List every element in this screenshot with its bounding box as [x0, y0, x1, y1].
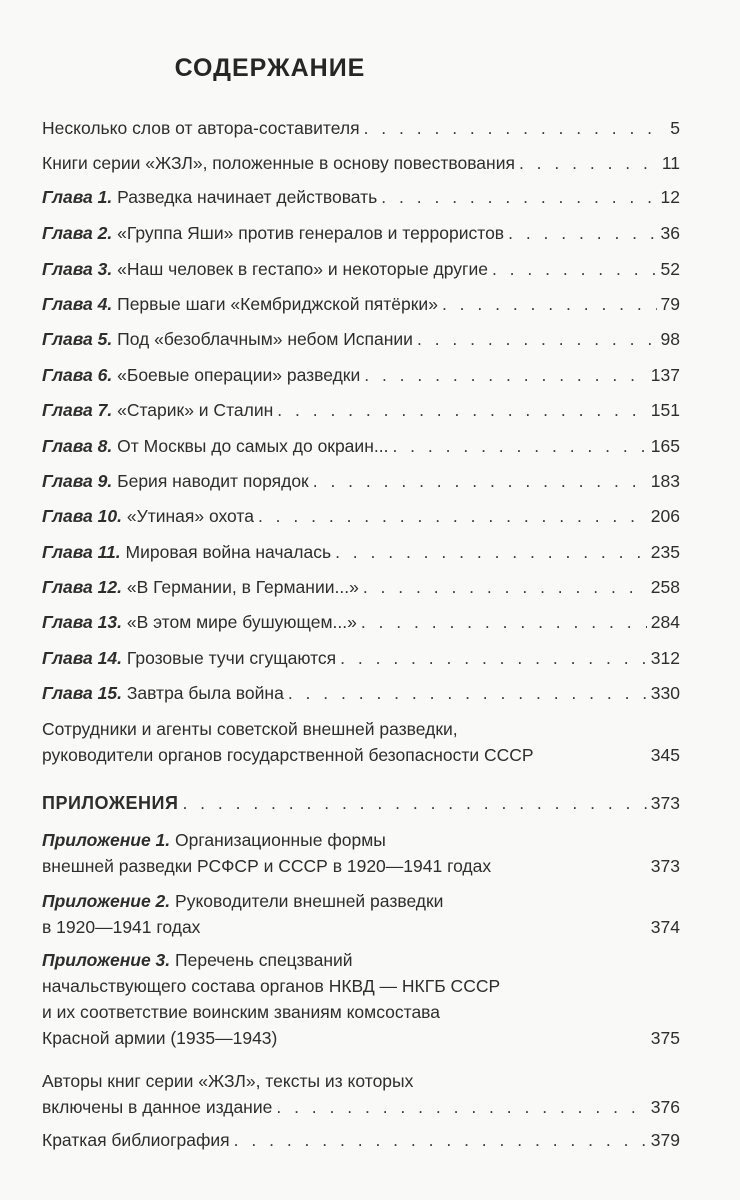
entry-title: От Москвы до самых до окраин... — [117, 436, 389, 456]
page-number: 98 — [660, 329, 680, 349]
page-number: 374 — [650, 917, 680, 937]
appendix-label: Приложение 2. — [42, 891, 171, 911]
toc-entry — [42, 115, 680, 141]
page-number: 79 — [660, 294, 680, 314]
page-number: 36 — [660, 223, 680, 243]
page-number: 206 — [650, 506, 680, 526]
toc-entry — [42, 645, 680, 671]
entry-title-line: Перечень спецзваний — [175, 950, 353, 970]
appendix-heading: ПРИЛОЖЕНИЯ — [42, 793, 179, 813]
leader-dots — [364, 115, 667, 141]
page-number: 258 — [650, 577, 680, 597]
toc-entry — [42, 220, 680, 246]
page-number: 235 — [650, 542, 680, 562]
entry-title-line: включены в данное издание — [42, 1097, 273, 1117]
chapter-label: Глава 12. — [42, 577, 122, 597]
appendix-label: Приложение 1. — [42, 830, 171, 850]
appendix-entry — [42, 947, 680, 1051]
page-number: 312 — [650, 648, 680, 668]
chapter-label: Глава 10. — [42, 506, 122, 526]
page-number: 373 — [650, 856, 680, 876]
page-title: СОДЕРЖАНИЕ — [174, 54, 366, 82]
entry-title: «В этом мире бушующем...» — [126, 612, 357, 632]
toc-entry — [42, 433, 680, 459]
entry-title: Грозовые тучи сгущаются — [126, 648, 337, 668]
toc-entry — [42, 326, 680, 352]
chapter-label: Глава 8. — [42, 436, 113, 456]
entry-title: «Утиная» охота — [126, 506, 254, 526]
page-number: 11 — [661, 153, 680, 173]
leader-dots — [234, 1127, 647, 1153]
leader-dots — [392, 433, 646, 459]
entry-title: Берия наводит порядок — [117, 471, 309, 491]
leader-dots — [313, 468, 647, 494]
entry-title-line: начальствующего состава органов НКВД — НКГБ СССР — [42, 976, 501, 996]
chapter-label: Глава 11. — [42, 542, 121, 562]
leader-dots — [335, 539, 647, 565]
toc-entry — [42, 539, 680, 565]
entry-title: Завтра была война — [126, 683, 284, 703]
chapter-label: Глава 14. — [42, 648, 122, 668]
page-number: 52 — [660, 259, 680, 279]
entry-title: «В Германии, в Германии...» — [126, 577, 359, 597]
page-number: 12 — [660, 187, 680, 207]
page-number: 284 — [650, 612, 680, 632]
entry-title-line: Сотрудники и агенты советской внешней разведки, — [42, 719, 458, 739]
page-number: 151 — [650, 400, 680, 420]
page-number: 375 — [650, 1028, 680, 1048]
toc-entry — [42, 291, 680, 317]
chapter-label: Глава 2. — [42, 223, 113, 243]
appendix-label: Приложение 3. — [42, 950, 171, 970]
entry-title: Мировая война началась — [125, 542, 332, 562]
entry-title: «Группа Яши» против генералов и террористов — [117, 223, 505, 243]
leader-dots — [258, 503, 647, 529]
leader-dots — [364, 362, 647, 388]
leader-dots — [363, 574, 647, 600]
leader-dots — [288, 680, 647, 706]
leader-dots — [361, 609, 647, 635]
toc-entry — [42, 680, 680, 706]
leader-dots — [492, 256, 657, 282]
leader-dots — [340, 645, 647, 671]
page-number: 330 — [650, 683, 680, 703]
toc-entry — [42, 184, 680, 210]
entry-title: «Боевые операции» разведки — [117, 365, 361, 385]
entry-title: Первые шаги «Кембриджской пятёрки» — [117, 294, 438, 314]
entry-title-line: Красной армии (1935—1943) — [42, 1028, 278, 1048]
leader-dots — [417, 326, 657, 352]
entry-title: Книги серии «ЖЗЛ», положенные в основу повествования — [42, 153, 515, 173]
toc-entry — [42, 574, 680, 600]
appendix-heading-row — [42, 790, 680, 816]
chapter-label: Глава 15. — [42, 683, 122, 703]
page-number: 379 — [650, 1130, 680, 1150]
toc-entry-bibliography — [42, 1127, 680, 1153]
chapter-label: Глава 1. — [42, 187, 113, 207]
page-number: 376 — [650, 1097, 680, 1117]
toc-entry-authors — [42, 1068, 680, 1120]
leader-dots — [519, 150, 658, 176]
leader-dots — [276, 1094, 646, 1120]
chapter-label: Глава 5. — [42, 329, 113, 349]
entry-title: Под «безоблачным» небом Испании — [117, 329, 413, 349]
entry-title-line: руководители органов государственной безопасности СССР — [42, 745, 534, 765]
page-number: 183 — [650, 471, 680, 491]
page-number: 5 — [670, 118, 680, 138]
leader-dots — [277, 397, 647, 423]
toc-entry — [42, 503, 680, 529]
entry-title: Разведка начинает действовать — [117, 187, 378, 207]
entry-title-line: и их соответствие воинским званиям комсостава — [42, 1002, 441, 1022]
leader-dots — [381, 184, 656, 210]
chapter-label: Глава 9. — [42, 471, 113, 491]
leader-dots — [442, 291, 657, 317]
entry-title-line: Авторы книг серии «ЖЗЛ», тексты из которых — [42, 1071, 414, 1091]
leader-dots — [182, 790, 646, 816]
entry-title: «Наш человек в гестапо» и некоторые другие — [117, 259, 488, 279]
entry-title: Несколько слов от автора-составителя — [42, 118, 360, 138]
page-number: 373 — [650, 793, 680, 813]
entry-title: Краткая библиография — [42, 1130, 230, 1150]
toc-entry — [42, 468, 680, 494]
page-number: 345 — [650, 745, 680, 765]
appendix-entry — [42, 888, 680, 940]
entry-title-line: в 1920—1941 годах — [42, 917, 201, 937]
toc-entry — [42, 150, 680, 176]
chapter-label: Глава 7. — [42, 400, 113, 420]
entry-title-line: Организационные формы — [175, 830, 386, 850]
chapter-label: Глава 6. — [42, 365, 113, 385]
entry-title-line: внешней разведки РСФСР и СССР в 1920—1941 годах — [42, 856, 492, 876]
toc-entry-staff — [42, 716, 680, 768]
chapter-label: Глава 13. — [42, 612, 122, 632]
appendix-entry — [42, 827, 680, 879]
toc-entry — [42, 256, 680, 282]
chapter-label: Глава 3. — [42, 259, 113, 279]
toc-entry — [42, 609, 680, 635]
toc-entry — [42, 397, 680, 423]
chapter-label: Глава 4. — [42, 294, 113, 314]
entry-title: «Старик» и Сталин — [117, 400, 274, 420]
page-number: 137 — [650, 365, 680, 385]
leader-dots — [508, 220, 656, 246]
page-number: 165 — [650, 436, 680, 456]
entry-title-line: Руководители внешней разведки — [175, 891, 444, 911]
toc-entry — [42, 362, 680, 388]
